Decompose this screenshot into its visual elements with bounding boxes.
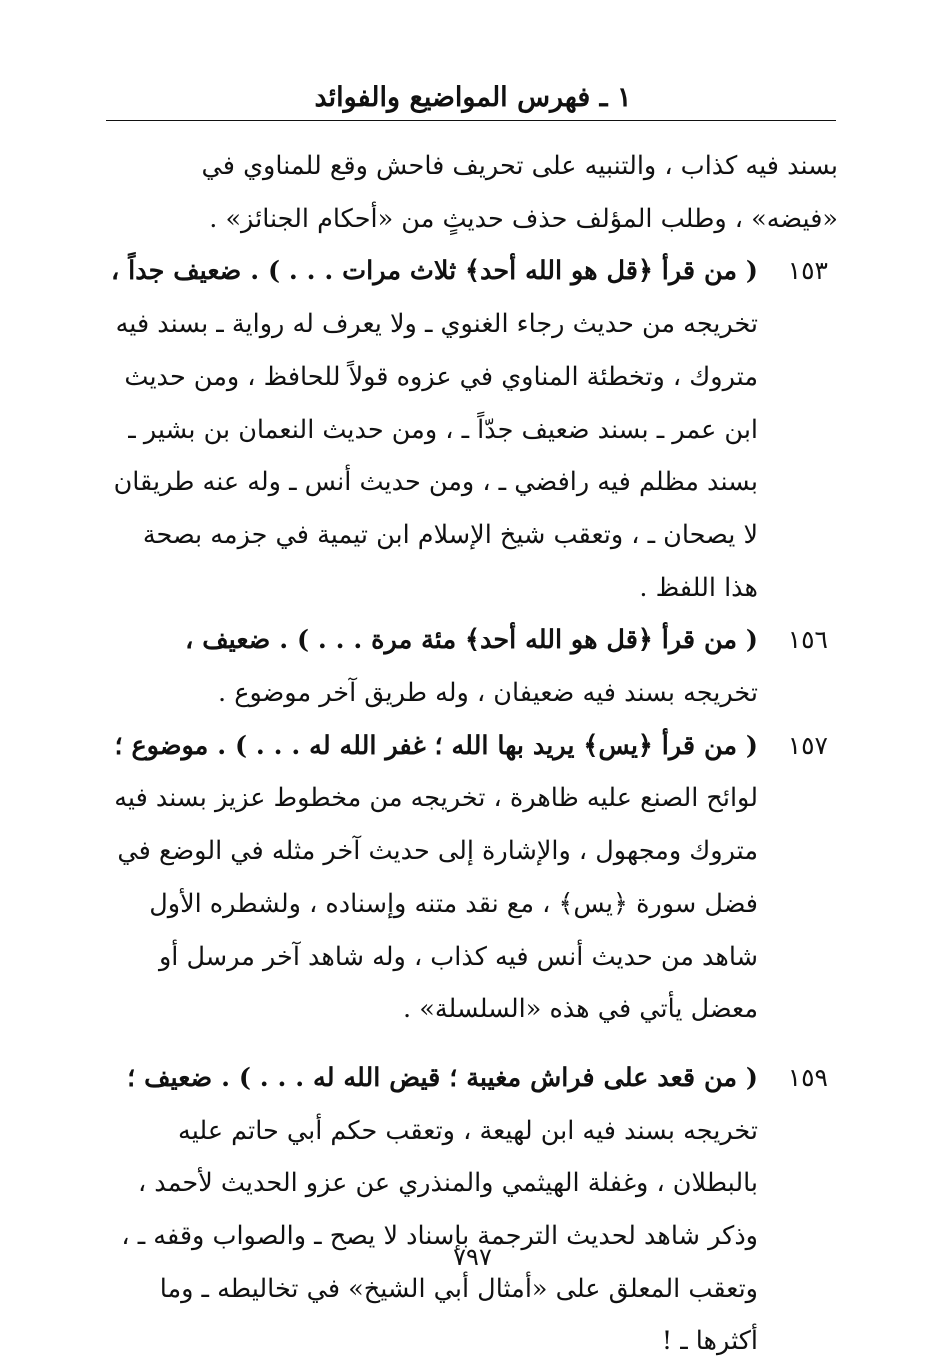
index-entry-159 <box>108 1052 838 1368</box>
index-entry-153 <box>108 245 838 614</box>
entry-body: تخريجه بسند فيه ضعيفان ، وله طريق آخر موضوع . <box>218 678 758 709</box>
page-number: ٧٩٧ <box>453 1243 492 1271</box>
index-entry-156 <box>108 614 838 719</box>
entry-number: ١٥٩ <box>787 1062 828 1092</box>
entry-heading: ( من قعد على فراش مغيبة ؛ قيض الله له . . . ) . ضعيف ؛ <box>127 1062 758 1093</box>
entry-body: تخريجه من حديث رجاء الغنوي ـ ولا يعرف له رواية ـ بسند فيه متروك ، وتخطئة المناوي في عزوه قولاً للحافظ ، ومن حديث ابن عمر ـ بسند ضعيف جدّاً ـ ، ومن حديث النعمان بن بشير ـ بسند مظلم فيه رافضي ـ ، ومن حديث أنس ـ وله عنه طريقان لا يصحان ـ ، وتعقب شيخ الإسلام ابن تيمية في جزمه بصحة هذا اللفظ . <box>113 309 758 603</box>
entry-number: ١٥٦ <box>787 625 828 655</box>
entry-number: ١٥٧ <box>787 730 828 760</box>
header-divider <box>106 120 836 121</box>
entry-heading: ( من قرأ ﴿قل هو الله أحد﴾ ثلاث مرات . . . ) . ضعيف جداً ، <box>111 256 758 287</box>
entry-body: تخريجه بسند فيه ابن لهيعة ، وتعقب حكم أبي حاتم عليه بالبطلان ، وغفلة الهيثمي والمنذري عن عزو الحديث لأحمد ، وذكر شاهد لحديث الترجمة بإسناد لا يصح ـ والصواب وقفه ـ ، وتعقب المعلق على «أمثال أبي الشيخ» في تخاليطه ـ وما أكثرها ـ ! <box>121 1115 758 1357</box>
entry-number: ١٥٣ <box>787 256 828 286</box>
entry-body: لوائح الصنع عليه ظاهرة ، تخريجه من مخطوط عزيز بسند فيه متروك ومجهول ، والإشارة إلى حديث آخر مثله في الوضع في فضل سورة ﴿يس﴾ ، مع نقد متنه وإسناده ، ولشطره الأول شاهد من حديث أنس فيه كذاب ، وله شاهد آخر مرسل أو معضل يأتي في هذه «السلسلة» . <box>114 783 758 1025</box>
entry-heading: ( من قرأ ﴿قل هو الله أحد﴾ مئة مرة . . . ) . ضعيف ، <box>185 625 758 656</box>
index-entry-157 <box>108 720 838 1036</box>
index-content <box>108 140 838 1368</box>
entry-heading: ( من قرأ ﴿يس﴾ يريد بها الله ؛ غفر الله له . . . ) . موضوع ؛ <box>114 730 758 761</box>
continuation-paragraph: بسند فيه كذاب ، والتنبيه على تحريف فاحش وقع للمناوي في «فيضه» ، وطلب المؤلف حذف حديثٍ من «أحكام الجنائز» . <box>201 151 838 234</box>
page-header-title: ١ ـ فهرس المواضيع والفوائد <box>314 82 632 113</box>
